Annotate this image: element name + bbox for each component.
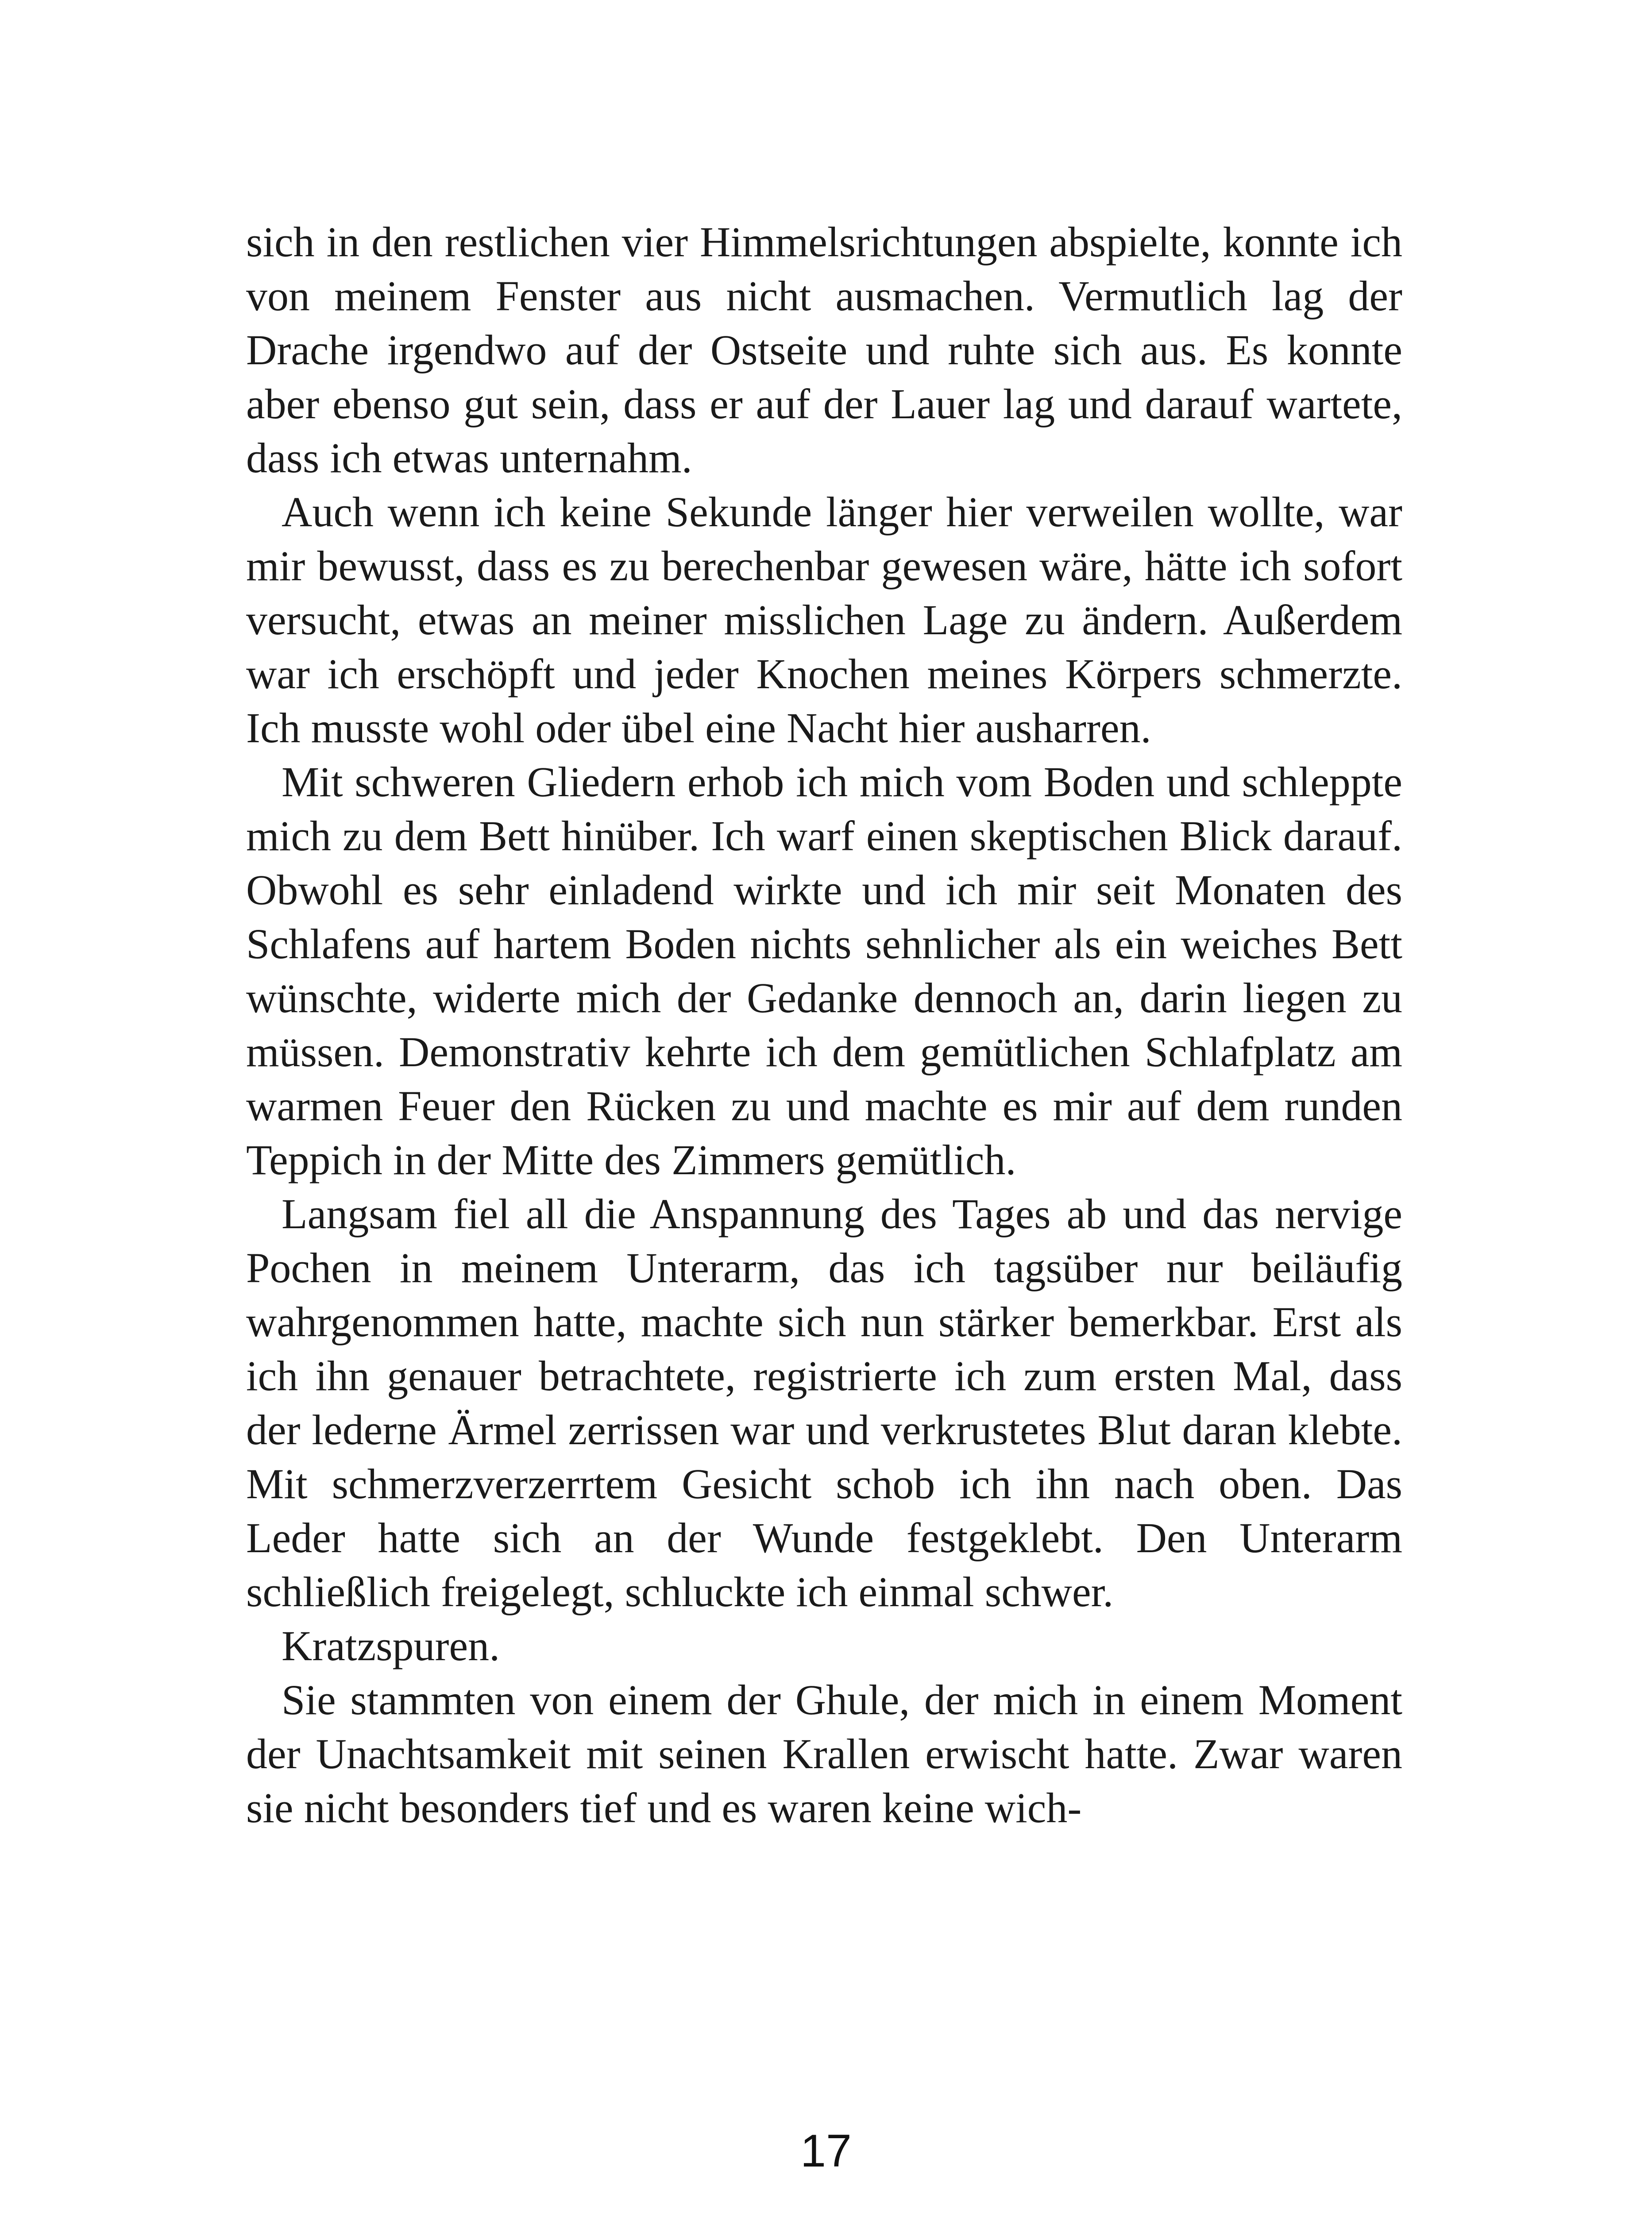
page-number: 17 (800, 2125, 852, 2177)
paragraph-5: Kratzspuren. (282, 1622, 500, 1669)
paragraph-4: Langsam fiel all die Anspannung des Tages ab und das nervige Pochen in meinem Unterarm, das ich tagsüber nur beiläufig wahrgenommen hatte, machte sich nun stärker bemerkbar. Erst als ich ihn genauer betrachtete, registrierte ich zum ersten Mal, dass der lederne Ärmel zerrissen war und verkrustetes Blut daran klebte. Mit schmerzverzerrtem Gesicht schob ich ihn nach oben. Das Leder hatte sich an der Wunde festgeklebt. Den Unterarm schließlich freigelegt, schluckte ich einmal schwer. (246, 1190, 1402, 1615)
paragraph-1: sich in den restlichen vier Himmelsrichtungen abspielte, konnte ich von meinem Fenster aus nicht ausmachen. Vermutlich lag der Drache irgendwo auf der Ostseite und ruhte sich aus. Es konnte aber ebenso gut sein, dass er auf der Lauer lag und darauf wartete, dass ich etwas unternahm. (246, 218, 1402, 482)
paragraph-3: Mit schweren Gliedern erhob ich mich vom Boden und schleppte mich zu dem Bett hinüber. Ich warf einen skeptischen Blick darauf. Obwohl es sehr einladend wirkte und ich mir seit Monaten des Schlafens auf hartem Boden nichts sehnlicher als ein weiches Bett wünschte, widerte mich der Gedanke dennoch an, darin liegen zu müssen. Demonstrativ kehrte ich dem gemütlichen Schlafplatz am warmen Feuer den Rücken zu und machte es mir auf dem runden Teppich in der Mitte des Zimmers gemütlich. (246, 758, 1402, 1184)
paragraph-6: Sie stammten von einem der Ghule, der mich in einem Moment der Unachtsamkeit mit seinen Krallen erwischt hatte. Zwar waren sie nicht besonders tief und es waren keine wich- (246, 1676, 1402, 1831)
paragraph-2: Auch wenn ich keine Sekunde länger hier verweilen wollte, war mir bewusst, dass es zu berechenbar gewesen wäre, hätte ich sofort versucht, etwas an meiner misslichen Lage zu ändern. Außerdem war ich erschöpft und jeder Knochen meines Körpers schmerzte. Ich musste wohl oder übel eine Nacht hier ausharren. (246, 488, 1402, 752)
body-text (246, 215, 1402, 1835)
